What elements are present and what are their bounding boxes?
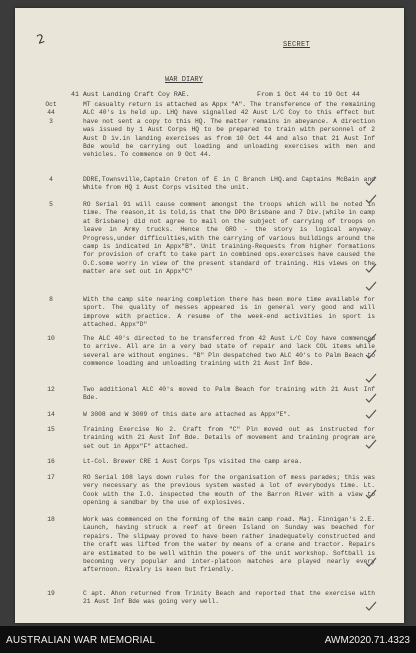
- diary-entry: [40, 176, 385, 196]
- checkmark-icon: [365, 193, 377, 205]
- checkmark-icon: [365, 348, 377, 360]
- checkmark-icon: [365, 372, 377, 384]
- diary-page: [15, 8, 404, 623]
- classification-label: SECRET: [283, 41, 311, 49]
- entry-text: Work was commenced on the forming of the main camp road. Maj. Finnigan's 2.E. Launch, having struck a reef at Green Island on Sunday was beached for repairs. The slipway proved to have been rather inadequately constructed and the craft was lifted from the water by means of a crane and tractor. Repairs are estimated to be well within the powers of the unit workshop. Softball is becoming very popular and inter-platoon matches are played nearly every afternoon. Rivalry is keen but friendly.: [83, 516, 375, 574]
- checkmark-icon: [365, 488, 377, 500]
- entry-date: 15: [47, 426, 55, 433]
- checkmark-icon: [365, 262, 377, 274]
- entry-date: 16: [47, 458, 55, 465]
- entry-text: The ALC 40's directed to be transferred from 42 Aust L/C Coy have commenced to arrive. All are in a very bad state of repair and lack COL items while several are without engines. "B" Pln despatched two ALC 40's to Palm Beach to commence loading and unloading training with 21 Aust Inf Bde.: [83, 335, 375, 368]
- checkmark-icon: [365, 556, 377, 568]
- diary-entry: [40, 101, 385, 181]
- entry-date: 5: [49, 201, 53, 208]
- page-title: WAR DIARY: [165, 76, 203, 84]
- diary-entry: [40, 335, 385, 385]
- entry-date: 14: [47, 411, 55, 418]
- unit-name: 41 Aust Landing Craft Coy RAE.: [71, 91, 190, 98]
- entry-text: RO Serial 108 lays down rules for the organisation of mess parades; this was very necessary as the previous system wasted a lot of everybodys time. Lt. Cook with the I.O. inspected the mouth of the Barron River with a view to opening a sandbar by the use of explosives.: [83, 474, 375, 507]
- checkmark-icon: [365, 408, 377, 420]
- checkmark-icon: [365, 175, 377, 187]
- entry-text: Training Exercise No 2. Craft from "C" Pln moved out as instructed for training with 21 Aust Inf Bde. Details of movement and training program are set out in Appx"F" attached.: [83, 426, 375, 450]
- archive-name: AUSTRALIAN WAR MEMORIAL: [6, 635, 156, 646]
- entry-date: 19: [47, 590, 55, 597]
- checkmark-icon: [365, 392, 377, 404]
- entry-date: 17: [47, 474, 55, 481]
- diary-period: From 1 Oct 44 to 19 Oct 44: [257, 91, 360, 98]
- record-id: AWM2020.71.4323: [324, 635, 410, 646]
- diary-entry: [40, 386, 385, 406]
- diary-entry: [40, 516, 385, 594]
- pencil-annotation: 2: [35, 31, 47, 47]
- entry-text: MT casualty return is attached as Appx "A". The transference of the remaining ALC 40's is held up. LHQ have signalled 42 Aust L/C Coy to this effect but have not sent a copy to this HQ. The matter remains in abeyance. A direction was issued by 1 Aust Corps HQ to be prepared to train with personnel of 2 Aust D iv.in landing exercises as from 10 Oct 44 and also that 21 Aust Inf Bde would be carrying out loading and unloading exercises with men and vehicles. To commence on 9 Oct 44.: [83, 101, 375, 159]
- entry-text: With the camp site nearing completion there has been more time available for sport. The quality of messes appeared is in general very good and will improve with practice. A resume of the week-end activities in sport is attached. Appx"D": [83, 296, 375, 329]
- diary-entry: [40, 411, 385, 423]
- diary-entry: [40, 458, 385, 470]
- checkmark-icon: [365, 438, 377, 450]
- entry-text: C apt. Ahon returned from Trinity Beach and reported that the exercise with 21 Aust Inf Bde was going very well.: [83, 590, 375, 606]
- archive-footer: [0, 626, 416, 653]
- entry-text: Lt-Col. Brewer CRE 1 Aust Corps Tps visited the camp area.: [83, 458, 303, 465]
- checkmark-icon: [365, 332, 377, 344]
- diary-entry: [40, 590, 385, 610]
- diary-entry: [40, 296, 385, 336]
- entry-text: DDRE,Townsville,Captain Creton of E in C Branch LHQ.and Captains McBain and White from HQ 1 Aust Corps visited the unit.: [83, 176, 375, 192]
- entry-date: 12: [47, 386, 55, 393]
- diary-entry: [40, 474, 385, 514]
- entry-date: 10: [47, 335, 55, 342]
- entry-date: 8: [49, 296, 53, 303]
- entry-date: 4: [49, 176, 53, 183]
- checkmark-icon: [365, 600, 377, 612]
- entry-text: RO Serial 91 will cause comment amongst the troops which will be noted in time. The reason,it is told,is that the DPO Brisbane and 7 Div.(while in camp at Brisbane) did not agree to mail on the subject of carrying of troops on leave in Army trucks. Hence the GRO - the story is logical anyway. Progress,under difficulties,with the carrying of various buildings around the camp is indicated in Appx"B". Unit training-Requests from higher formations for provision of craft to take part in combined ops.exercises have caused the O.C.some worry in view of the present standard of training. His views on the matter are set out in Appx"C": [83, 201, 375, 276]
- entry-text: Two additional ALC 40's moved to Palm Beach for training with 21 Aust Inf Bde.: [83, 386, 375, 402]
- entry-date: Oct 44 3: [45, 101, 57, 125]
- entry-text: W 3008 and W 3009 of this date are attached as Appx"E".: [83, 411, 291, 418]
- entry-date: 18: [47, 516, 55, 523]
- diary-entry: [40, 201, 385, 291]
- diary-entry: [40, 426, 385, 456]
- checkmark-icon: [365, 280, 377, 292]
